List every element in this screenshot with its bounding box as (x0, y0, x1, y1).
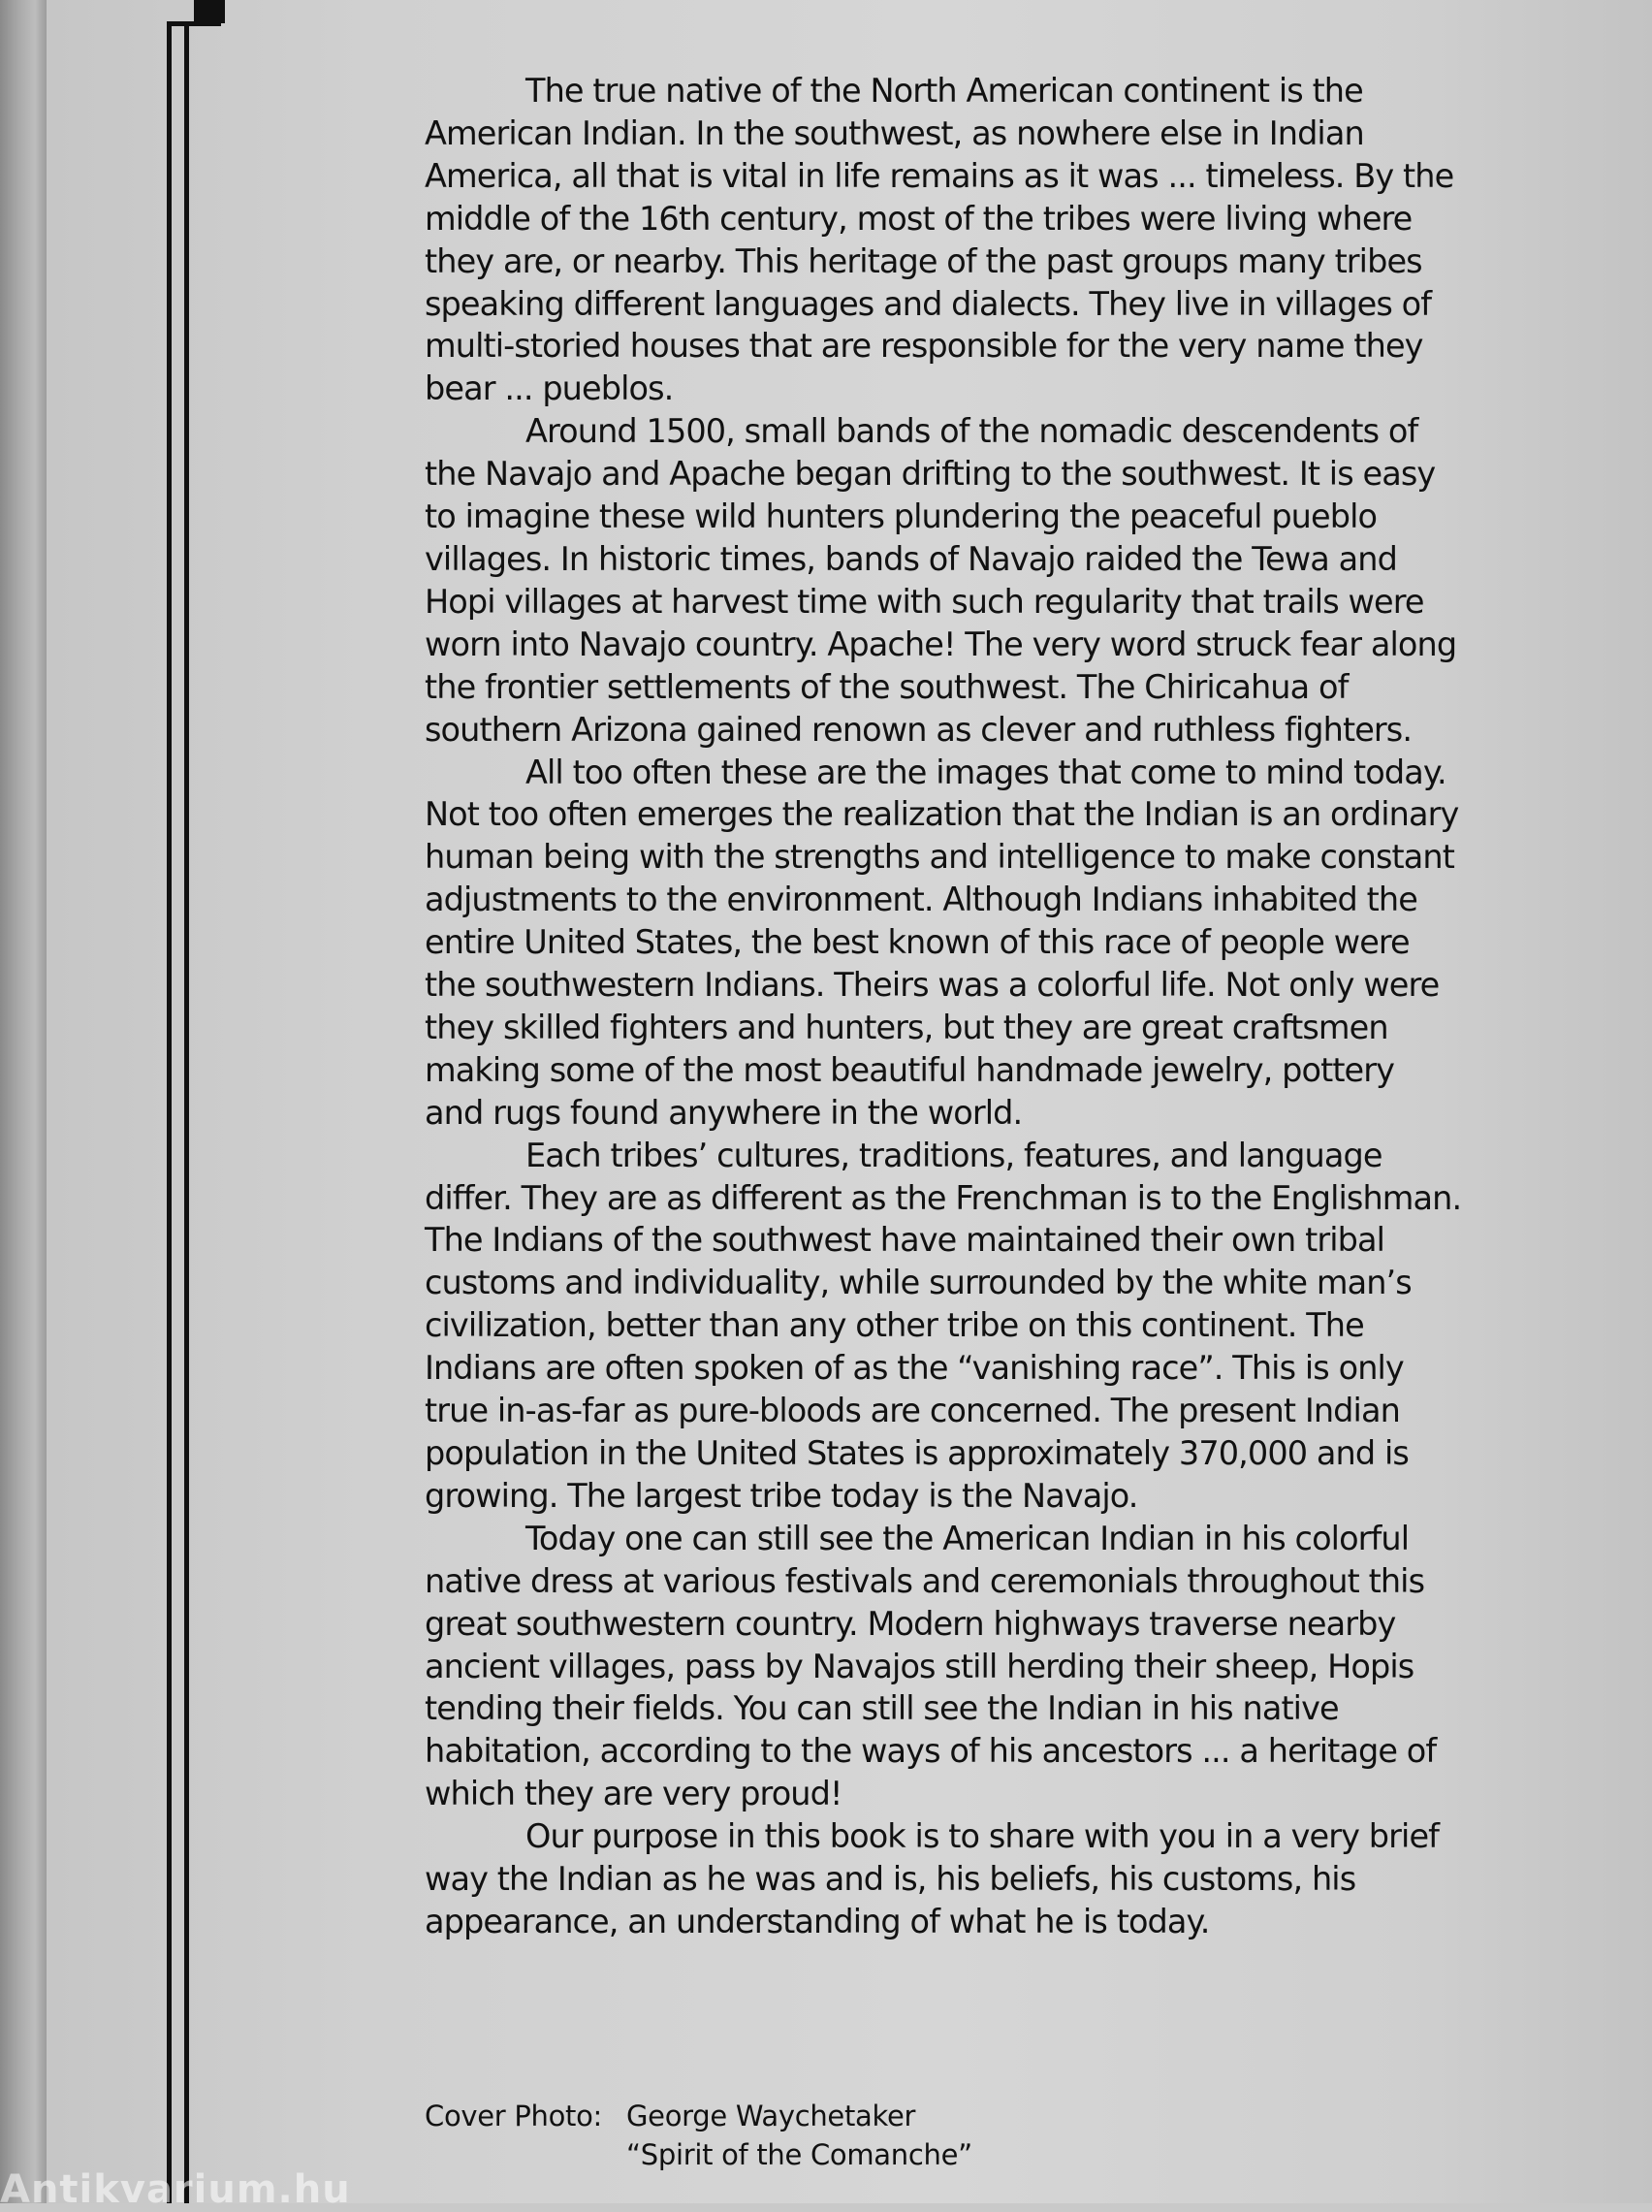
credit-photo-title: “Spirit of the Comanche” (626, 2138, 972, 2171)
book-spine (0, 0, 47, 2203)
credit-label: Cover Photo: (425, 2100, 603, 2132)
paragraph-1: The true native of the North American continent is the American Indian. In the southwest, as nowhere else in Indian America, all that is vital in life remains as it was ... timeless. By the middle of the 16th century, most of the tribes were living where they are, or nearby. This heritage of the past groups many tribes speaking different languages and dialects. They live in villages of multi-storied houses that are responsible for the very name they bear ... pueblos. (425, 72, 1454, 408)
paragraph-5: Today one can still see the American Indian in his colorful native dress at various festivals and ceremonials throughout this great southwestern country. Modern highways traverse nearby ancient villages, pass by Navajos still herding their sheep, Hopis tending their fields. You can still see the Indian in his native habitation, according to the ways of his ancestors ... a heritage of which they are very proud! (425, 1519, 1437, 1813)
paragraph-6: Our purpose in this book is to share with you in a very brief way the Indian as he was and is, his beliefs, his customs, his appearance, an understanding of what he is today. (425, 1817, 1440, 1940)
cover-photo-credit (425, 2097, 972, 2174)
credit-photographer: George Waychetaker (626, 2100, 916, 2132)
credit-values (626, 2097, 972, 2174)
page-border-inner-line (184, 23, 189, 2203)
paragraph-4: Each tribes’ cultures, traditions, features, and language differ. They are as different as the Frenchman is to the Englishman. The Indians of the southwest have maintained their own tribal customs and individuality, while surrounded by the white man’s civilization, better than any other tribe on this continent. The Indians are often spoken of as the “vanishing race”. This is only true in-as-far as pure-bloods are concerned. The present Indian population in the United States is approximately 370,000 and is growing. The largest tribe today is the Navajo. (425, 1136, 1462, 1515)
body-text (425, 70, 1462, 1943)
page-border-corner (194, 0, 225, 23)
page-border-outer-line (167, 23, 172, 2203)
watermark-text: Antikvarium.hu (0, 2167, 351, 2212)
paragraph-2: Around 1500, small bands of the nomadic descendents of the Navajo and Apache began drifting to the southwest. It is easy to imagine these wild hunters plundering the peaceful pueblo villages. In historic times, bands of Navajo raided the Tewa and Hopi villages at harvest time with such regularity that trails were worn into Navajo country. Apache! The very word struck fear along the frontier settlements of the southwest. The Chiricahua of southern Arizona gained renown as clever and ruthless fighters. (425, 412, 1457, 749)
paragraph-3: All too often these are the images that come to mind today. Not too often emerges the realization that the Indian is an ordinary human being with the strengths and intelligence to make constant adjustments to the environment. Although Indians inhabited the entire United States, the best known of this race of people were the southwestern Indians. Theirs was a colorful life. Not only were they skilled fighters and hunters, but they are great craftsmen making some of the most beautiful handmade jewelry, pottery and rugs found anywhere in the world. (425, 753, 1459, 1132)
